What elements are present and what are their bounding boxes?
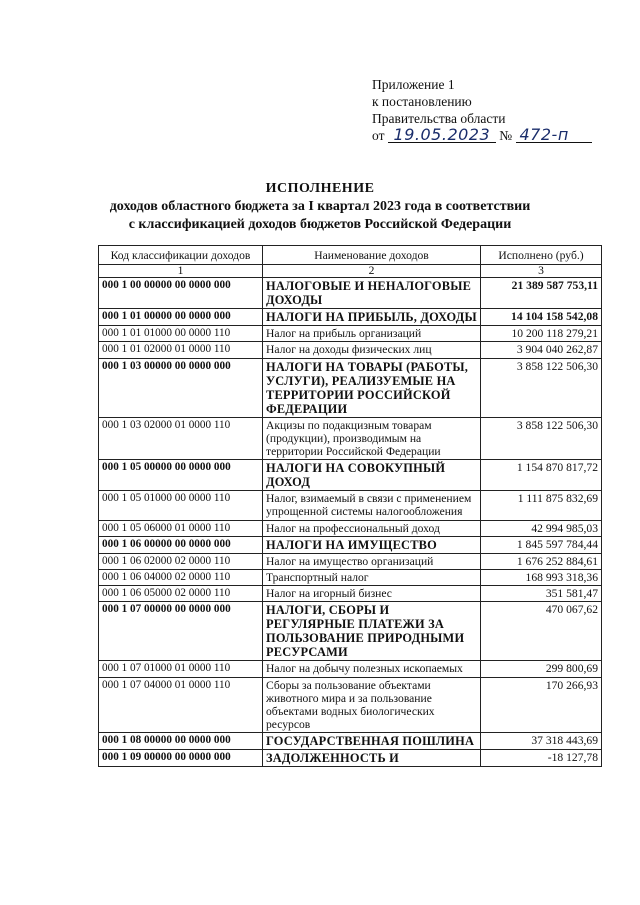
header-amount: Исполнено (руб.) — [481, 246, 602, 265]
row-amount: 1 676 252 884,61 — [481, 553, 602, 569]
table-row — [99, 661, 602, 677]
row-name: ГОСУДАРСТВЕННАЯ ПОШЛИНА — [263, 733, 481, 750]
row-code: 000 1 05 01000 00 0000 110 — [99, 491, 263, 520]
table-row — [99, 309, 602, 326]
row-name: Транспортный налог — [263, 570, 481, 586]
row-code: 000 1 06 02000 02 0000 110 — [99, 553, 263, 569]
row-code: 000 1 09 00000 00 0000 000 — [99, 750, 263, 767]
row-code: 000 1 06 05000 02 0000 110 — [99, 586, 263, 602]
table-header-row — [99, 246, 602, 265]
date-prefix: от — [372, 128, 385, 143]
row-code: 000 1 01 02000 01 0000 110 — [99, 342, 263, 358]
table-row — [99, 326, 602, 342]
table-row — [99, 750, 602, 767]
number-prefix: № — [499, 128, 513, 143]
handwritten-date: 19.05.2023 — [388, 128, 496, 143]
handwritten-number: 472-п — [516, 128, 592, 143]
row-amount: -18 127,78 — [481, 750, 602, 767]
header-code: Код классификации доходов — [99, 246, 263, 265]
table-row — [99, 460, 602, 491]
row-code: 000 1 06 04000 02 0000 110 — [99, 570, 263, 586]
row-code: 000 1 03 02000 01 0000 110 — [99, 417, 263, 460]
row-amount: 37 318 443,69 — [481, 733, 602, 750]
row-amount: 1 154 870 817,72 — [481, 460, 602, 491]
appendix-date-row — [372, 127, 592, 144]
row-amount: 470 067,62 — [481, 602, 602, 661]
row-name: НАЛОГИ, СБОРЫ И РЕГУЛЯРНЫЕ ПЛАТЕЖИ ЗА ПОЛЬЗОВАНИЕ ПРИРОДНЫМИ РЕСУРСАМИ — [263, 602, 481, 661]
row-code: 000 1 07 00000 00 0000 000 — [99, 602, 263, 661]
row-name: Налог на доходы физических лиц — [263, 342, 481, 358]
row-code: 000 1 05 00000 00 0000 000 — [99, 460, 263, 491]
column-number-row — [99, 265, 602, 278]
row-amount: 1 845 597 784,44 — [481, 536, 602, 553]
table-row — [99, 520, 602, 536]
title-line-2: доходов областного бюджета за I квартал 2023 года в соответствии — [109, 199, 531, 214]
row-name: Налог, взимаемый в связи с применением упрощенной системы налогообложения — [263, 491, 481, 520]
row-name: НАЛОГИ НА СОВОКУПНЫЙ ДОХОД — [263, 460, 481, 491]
row-amount: 10 200 118 279,21 — [481, 326, 602, 342]
table-row — [99, 602, 602, 661]
row-name: Налог на игорный бизнес — [263, 586, 481, 602]
row-amount: 3 858 122 506,30 — [481, 358, 602, 417]
row-name: Сборы за пользование объектами животного мира и за пользование объектами водных биологических ресурсов — [263, 677, 481, 733]
revenue-table — [98, 245, 602, 767]
row-name: Налог на добычу полезных ископаемых — [263, 661, 481, 677]
row-amount: 168 993 318,36 — [481, 570, 602, 586]
row-amount: 21 389 587 753,11 — [481, 278, 602, 309]
title-main: ИСПОЛНЕНИЕ — [265, 181, 375, 196]
column-number-1: 1 — [99, 265, 263, 278]
row-name: Налог на прибыль организаций — [263, 326, 481, 342]
row-name: Налог на имущество организаций — [263, 553, 481, 569]
row-code: 000 1 01 00000 00 0000 000 — [99, 309, 263, 326]
table-row — [99, 536, 602, 553]
row-amount: 351 581,47 — [481, 586, 602, 602]
row-name: ЗАДОЛЖЕННОСТЬ И — [263, 750, 481, 767]
appendix-line-3: Правительства области — [372, 111, 506, 126]
appendix-line-2: к постановлению — [372, 94, 472, 109]
row-code: 000 1 03 00000 00 0000 000 — [99, 358, 263, 417]
row-amount: 14 104 158 542,08 — [481, 309, 602, 326]
row-name: НАЛОГОВЫЕ И НЕНАЛОГОВЫЕ ДОХОДЫ — [263, 278, 481, 309]
row-amount: 42 994 985,03 — [481, 520, 602, 536]
row-amount: 3 904 040 262,87 — [481, 342, 602, 358]
appendix-line-1: Приложение 1 — [372, 77, 455, 92]
row-name: Акцизы по подакцизным товарам (продукции), производимым на территории Российской Федерации — [263, 417, 481, 460]
row-code: 000 1 00 00000 00 0000 000 — [99, 278, 263, 309]
table-row — [99, 342, 602, 358]
row-amount: 1 111 875 832,69 — [481, 491, 602, 520]
row-code: 000 1 07 04000 01 0000 110 — [99, 677, 263, 733]
table-row — [99, 278, 602, 309]
row-code: 000 1 01 01000 00 0000 110 — [99, 326, 263, 342]
row-code: 000 1 07 01000 01 0000 110 — [99, 661, 263, 677]
row-amount: 170 266,93 — [481, 677, 602, 733]
table-row — [99, 553, 602, 569]
row-code: 000 1 08 00000 00 0000 000 — [99, 733, 263, 750]
row-name: НАЛОГИ НА ИМУЩЕСТВО — [263, 536, 481, 553]
table-row — [99, 491, 602, 520]
title-line-3: с классификацией доходов бюджетов Российской Федерации — [128, 217, 512, 232]
table-row — [99, 733, 602, 750]
row-code: 000 1 05 06000 01 0000 110 — [99, 520, 263, 536]
document-title — [0, 180, 640, 234]
row-amount: 299 800,69 — [481, 661, 602, 677]
row-name: Налог на профессиональный доход — [263, 520, 481, 536]
table-row — [99, 586, 602, 602]
table-row — [99, 417, 602, 460]
table-row — [99, 570, 602, 586]
column-number-3: 3 — [481, 265, 602, 278]
table-row — [99, 677, 602, 733]
row-name: НАЛОГИ НА ПРИБЫЛЬ, ДОХОДЫ — [263, 309, 481, 326]
table-row — [99, 358, 602, 417]
row-code: 000 1 06 00000 00 0000 000 — [99, 536, 263, 553]
row-amount: 3 858 122 506,30 — [481, 417, 602, 460]
header-name: Наименование доходов — [263, 246, 481, 265]
row-name: НАЛОГИ НА ТОВАРЫ (РАБОТЫ, УСЛУГИ), РЕАЛИЗУЕМЫЕ НА ТЕРРИТОРИИ РОССИЙСКОЙ ФЕДЕРАЦИИ — [263, 358, 481, 417]
column-number-2: 2 — [263, 265, 481, 278]
appendix-block — [372, 76, 592, 144]
